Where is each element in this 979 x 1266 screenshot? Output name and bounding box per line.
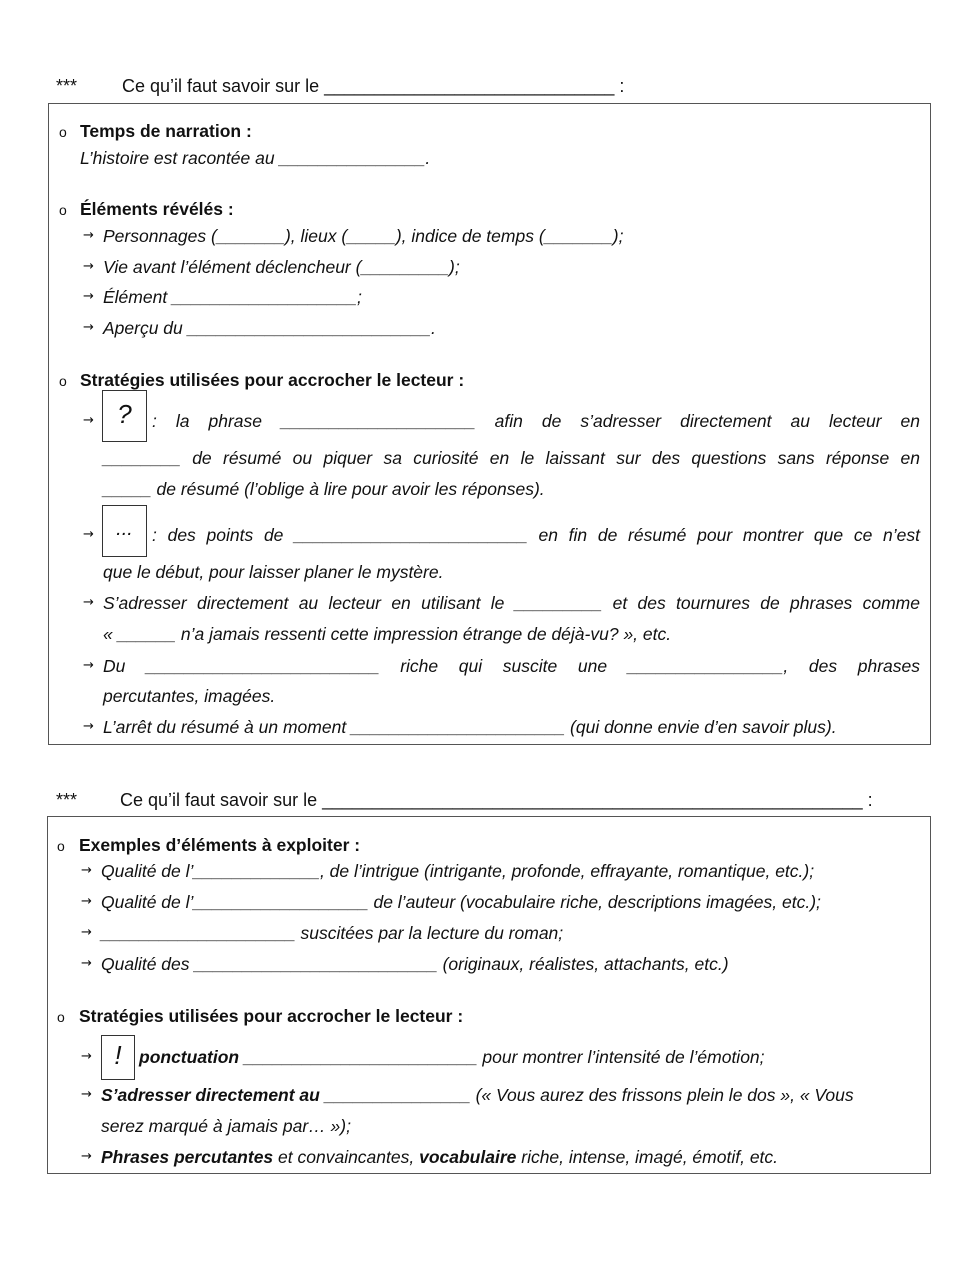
arrow-icon: → (83, 259, 94, 274)
arrow-icon: → (81, 894, 92, 909)
arrow-icon: → (81, 1087, 92, 1102)
arrow-icon: → (83, 228, 94, 243)
arrow-icon: → (83, 719, 94, 734)
address-line-2: serez marqué à jamais par… »); (101, 1116, 351, 1136)
list-item: Qualité de l’__________________ de l’auteur (vocabulaire riche, descriptions imagées, etc.); (101, 892, 821, 912)
section1-heading: Ce qu’il faut savoir sur le _____________________________ : (122, 76, 625, 96)
dots-line-1: : des points de ________________________ en fin de résumé pour montrer que ce n’est (152, 525, 920, 545)
exclaim-rest: ________________________ pour montrer l’intensité de l’émotion; (239, 1047, 765, 1067)
arrow-icon: → (83, 595, 94, 610)
temps-text: L’histoire est racontée au _______________. (80, 148, 431, 168)
question-line-2: ________ de résumé ou piquer sa curiosité en le laissant sur des questions sans réponse en (103, 448, 920, 468)
vocab-bold: vocabulaire (419, 1147, 517, 1167)
temps-title: Temps de narration : (80, 121, 252, 141)
strategies-title: Stratégies utilisées pour accrocher le lecteur : (79, 1006, 464, 1026)
list-item: ____________________ suscitées par la lecture du roman; (101, 923, 564, 943)
list-item: Vie avant l’élément déclencheur (_________); (103, 257, 460, 277)
address-line-2: « ______ n’a jamais ressenti cette impression étrange de déjà-vu? », etc. (103, 624, 672, 644)
address-rest: _______________ (« Vous aurez des frissons plein le dos », « Vous (319, 1085, 854, 1105)
elements-title: Éléments révélés : (80, 199, 234, 219)
vocab-line-2: percutantes, imagées. (103, 686, 276, 706)
question-line-3: _____ de résumé (l’oblige à lire pour avoir les réponses). (103, 479, 545, 499)
arrow-icon: → (83, 289, 94, 304)
phrases-mid: et convaincantes, (273, 1147, 420, 1167)
arrow-icon: → (83, 413, 94, 428)
address-line-1 (101, 1084, 854, 1106)
list-item: Élément ___________________; (103, 287, 362, 307)
bullet: o (57, 838, 65, 854)
arrow-icon: → (81, 863, 92, 878)
stars-marker: *** (56, 790, 78, 810)
list-item: Personnages (_______), lieux (_____), indice de temps (_______); (103, 226, 624, 246)
arrow-icon: → (81, 956, 92, 971)
bullet: o (59, 373, 67, 389)
phrases-rest: riche, intense, imagé, émotif, etc. (516, 1147, 779, 1167)
phrases-line (101, 1146, 778, 1168)
exclaim-line (139, 1046, 765, 1068)
arrow-icon: → (81, 925, 92, 940)
question-line-1: : la phrase ____________________ afin de s’adresser directement au lecteur en (152, 411, 920, 431)
arrow-icon: → (83, 527, 94, 542)
dots-line-2: que le début, pour laisser planer le mystère. (103, 562, 444, 582)
arrow-icon: → (81, 1149, 92, 1164)
section2-heading: Ce qu’il faut savoir sur le ______________________________________________________ : (120, 790, 873, 810)
arrow-icon: → (83, 320, 94, 335)
list-item: Qualité de l’_____________, de l’intrigue (intrigante, profonde, effrayante, romantique, etc.); (101, 861, 815, 881)
bullet: o (57, 1009, 65, 1025)
bullet: o (59, 202, 67, 218)
vocab-line-1: Du ________________________ riche qui suscite une ________________, des phrases (103, 656, 920, 676)
address-bold: S’adresser directement au (101, 1085, 320, 1105)
phrases-bold: Phrases percutantes (101, 1147, 274, 1167)
arrow-icon: → (81, 1049, 92, 1064)
exclaim-bold: ponctuation (139, 1047, 240, 1067)
arrow-icon: → (83, 658, 94, 673)
stars-marker: *** (56, 76, 78, 96)
question-mark-box: ? (102, 390, 147, 442)
ellipsis-box: ... (102, 505, 147, 557)
strategies-title: Stratégies utilisées pour accrocher le lecteur : (80, 370, 465, 390)
stop-line: L’arrêt du résumé à un moment ______________________ (qui donne envie d’en savoir plus). (103, 717, 837, 737)
list-item: Aperçu du _________________________. (103, 318, 436, 338)
exclamation-box: ! (101, 1035, 135, 1080)
list-item: Qualité des _________________________ (originaux, réalistes, attachants, etc.) (101, 954, 729, 974)
bullet: o (59, 124, 67, 140)
address-line-1: S’adresser directement au lecteur en utilisant le _________ et des tournures de phrases comme (103, 593, 920, 613)
examples-title: Exemples d’éléments à exploiter : (79, 835, 361, 855)
